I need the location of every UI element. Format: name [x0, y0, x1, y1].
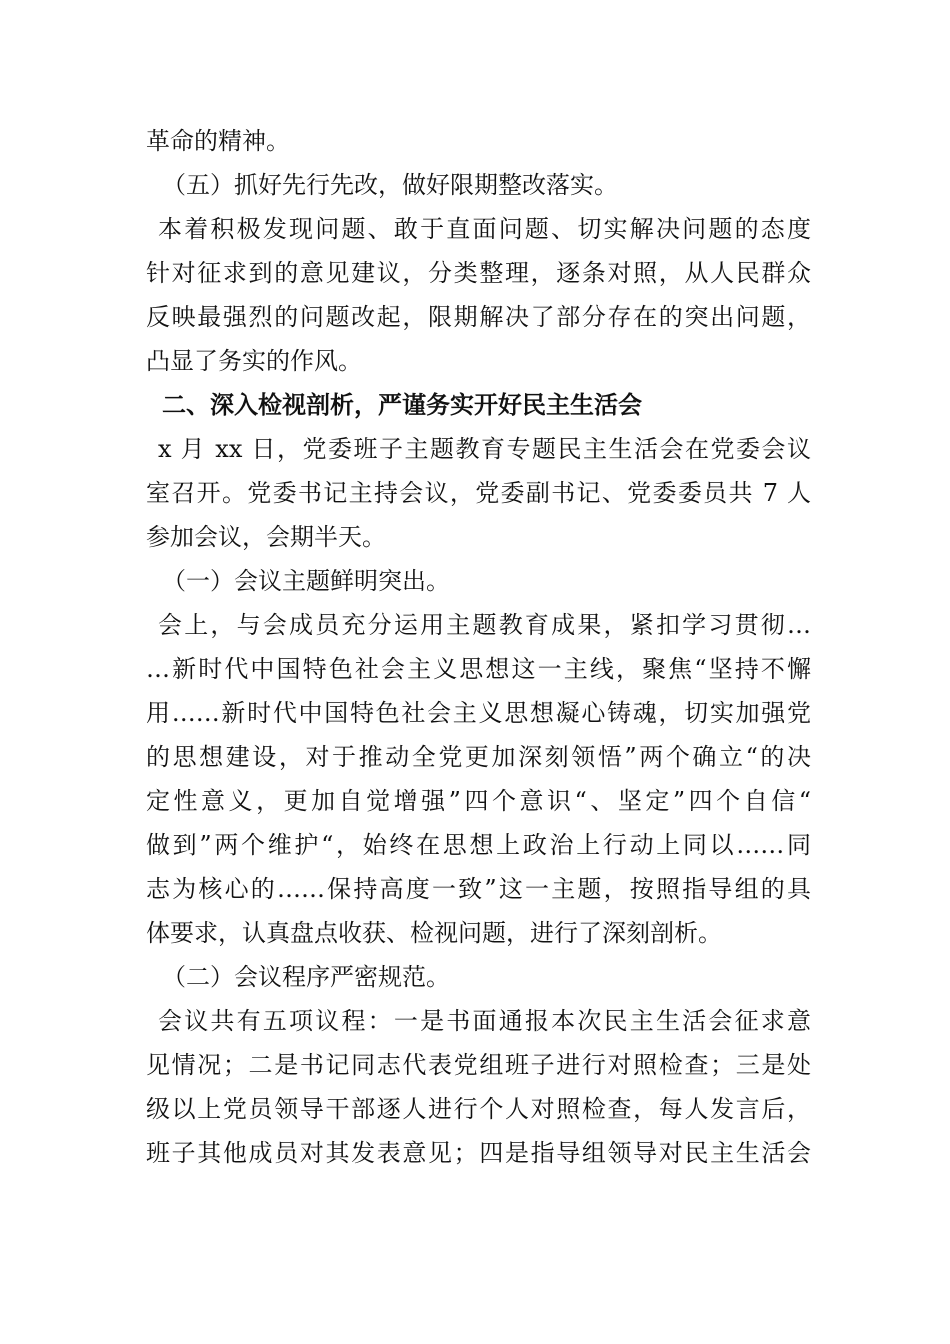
- text-line: 级以上党员领导干部逐人进行个人对照检查，每人发言后，: [146, 1095, 811, 1123]
- text-line: 体要求，认真盘点收获、检视问题，进行了深刻剖析。: [146, 919, 722, 947]
- text-line: 参加会议，会期半天。: [146, 523, 386, 551]
- text-line: 室召开。党委书记主持会议，党委副书记、党委委员共 7 人: [146, 479, 811, 507]
- section-subheading: （一）会议主题鲜明突出。: [162, 567, 450, 595]
- text-line: 用……新时代中国特色社会主义思想凝心铸魂，切实加强党: [146, 699, 811, 727]
- text-line: 会上，与会成员充分运用主题教育成果，紧扣学习贯彻…: [158, 611, 811, 639]
- text-line: 本着积极发现问题、敢于直面问题、切实解决问题的态度: [158, 215, 811, 243]
- text-line: 革命的精神。: [146, 127, 290, 155]
- text-line: 反映最强烈的问题改起，限期解决了部分存在的突出问题，: [146, 303, 811, 331]
- text-line: 班子其他成员对其发表意见；四是指导组领导对民主生活会: [146, 1139, 811, 1167]
- text-line: …新时代中国特色社会主义思想这一主线，聚焦“坚持不懈: [146, 655, 811, 683]
- text-line: 的思想建设，对于推动全党更加深刻领悟”两个确立“的决: [146, 743, 811, 771]
- text-line: 志为核心的……保持高度一致”这一主题，按照指导组的具: [146, 875, 811, 903]
- section-subheading: （五）抓好先行先改，做好限期整改落实。: [162, 171, 618, 199]
- text-line: x 月 xx 日，党委班子主题教育专题民主生活会在党委会议: [158, 435, 811, 463]
- text-line: 做到”两个维护“，始终在思想上政治上行动上同以……同: [146, 831, 811, 859]
- section-subheading: （二）会议程序严密规范。: [162, 963, 450, 991]
- text-line: 会议共有五项议程：一是书面通报本次民主生活会征求意: [158, 1007, 811, 1035]
- text-line: 定性意义，更加自觉增强”四个意识“、坚定”四个自信“: [146, 787, 811, 815]
- section-heading: 二、深入检视剖析，严谨务实开好民主生活会: [162, 390, 642, 419]
- text-line: 见情况；二是书记同志代表党组班子进行对照检查；三是处: [146, 1051, 811, 1079]
- text-line: 针对征求到的意见建议，分类整理，逐条对照，从人民群众: [146, 259, 811, 287]
- text-line: 凸显了务实的作风。: [146, 347, 362, 375]
